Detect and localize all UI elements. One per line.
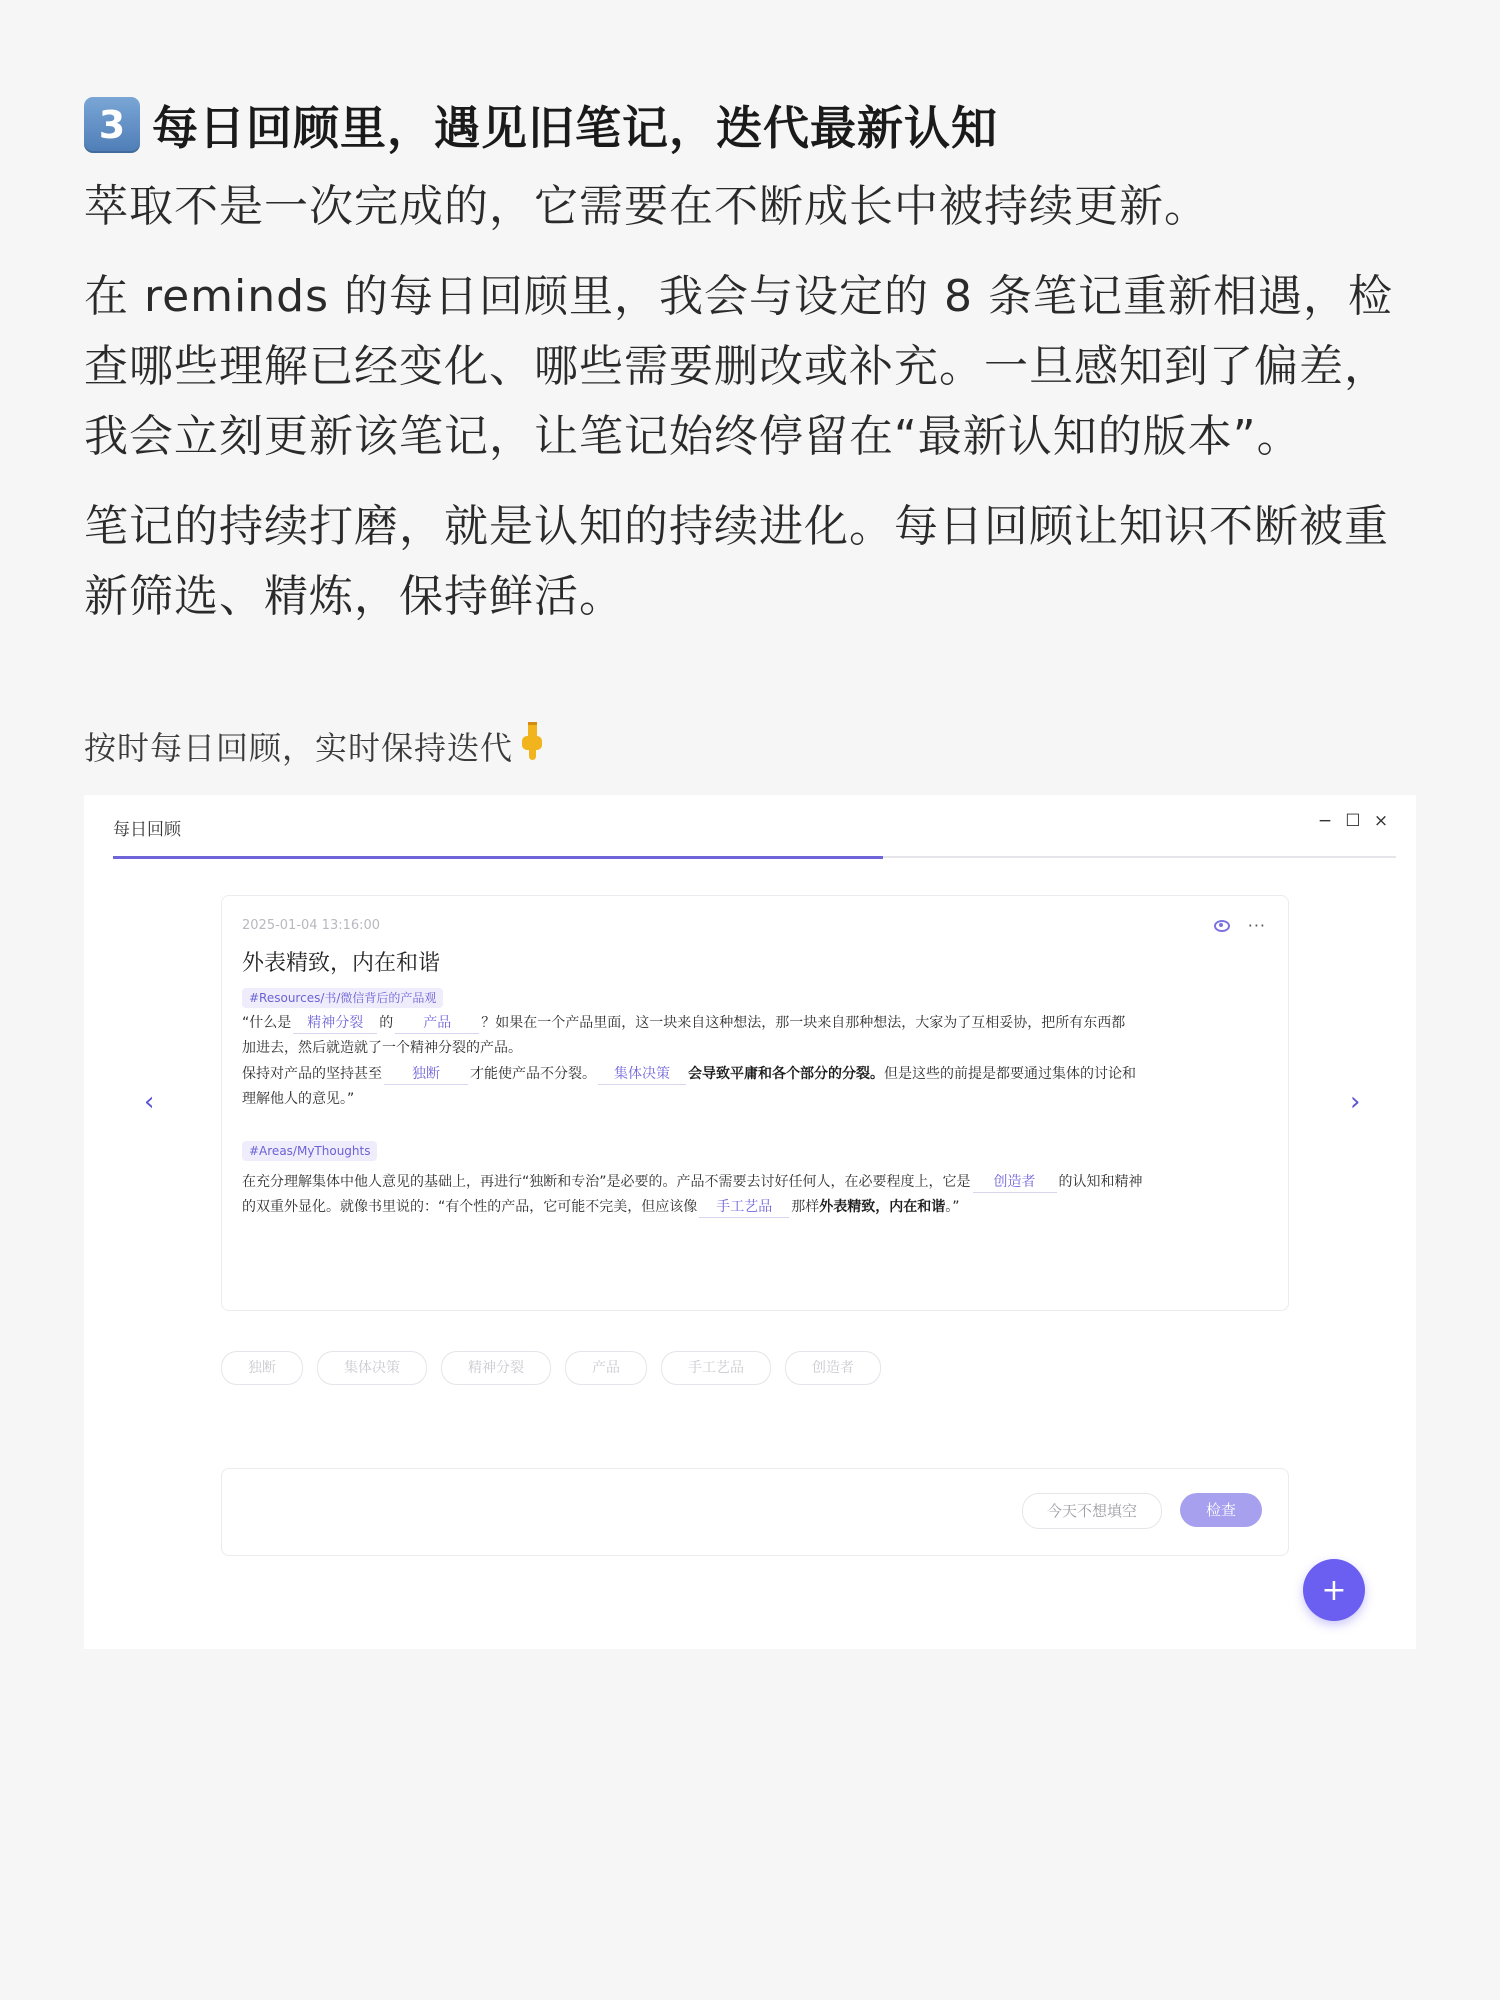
answer-chip[interactable]: 产品 [565, 1351, 647, 1385]
close-button[interactable]: × [1373, 811, 1389, 831]
note-line: 理解他人的意见。” [242, 1091, 355, 1107]
note-bold-text: 外表精致，内在和谐 [819, 1199, 946, 1215]
note-line [242, 1063, 1136, 1085]
daily-review-window [84, 795, 1416, 1649]
note-text: 的认知和精神 [1058, 1174, 1143, 1190]
note-title: 外表精致，内在和谐 [242, 951, 441, 976]
answer-chips [221, 1351, 881, 1385]
review-progress-bar [113, 856, 1396, 858]
note-text: 但是这些的前提是都要通过集体的讨论和 [884, 1066, 1136, 1082]
answer-panel [221, 1468, 1289, 1556]
answer-chip[interactable]: 集体决策 [317, 1351, 427, 1385]
maximize-button[interactable]: ☐ [1345, 811, 1361, 831]
heading-text: 每日回顾里，遇见旧笔记，迭代最新认知 [152, 101, 998, 155]
answer-chip[interactable]: 独断 [221, 1351, 303, 1385]
note-line [242, 1171, 1143, 1193]
cloze-blank[interactable]: 手工艺品 [699, 1196, 789, 1218]
paragraph-2: 在 reminds 的每日回顾里，我会与设定的 8 条笔记重新相遇，检查哪些理解已经变化、哪些需要删改或补充。一旦感知到了偏差，我会立刻更新该笔记，让笔记始终停留在“最新认知的版本”。 [84, 271, 1393, 462]
note-bold-text: 会导致平庸和各个部分的分裂。 [688, 1066, 884, 1082]
note-text: 的 [379, 1015, 394, 1031]
answer-chip[interactable]: 手工艺品 [661, 1351, 771, 1385]
note-text: ？如果在一个产品里面，这一块来自这种想法，那一块来自那种想法，大家为了互相妥协，把所有东西都 [481, 1015, 1126, 1031]
add-note-button[interactable]: + [1303, 1559, 1365, 1621]
note-tag[interactable]: #Resources/书/微信背后的产品观 [242, 988, 443, 1008]
answer-chip[interactable]: 创造者 [785, 1351, 881, 1385]
minimize-button[interactable]: − [1317, 811, 1333, 831]
check-button[interactable]: 检查 [1180, 1493, 1262, 1527]
section-heading [84, 92, 1424, 158]
window-title: 每日回顾 [113, 820, 181, 840]
skip-today-button[interactable]: 今天不想填空 [1022, 1493, 1162, 1529]
note-timestamp: 2025-01-04 13:16:00 [242, 918, 381, 933]
cloze-blank[interactable]: 独断 [384, 1063, 468, 1085]
next-note-chevron-icon[interactable]: › [1350, 1087, 1361, 1117]
note-line: 加进去，然后就造就了一个精神分裂的产品。 [242, 1040, 522, 1056]
cloze-blank[interactable]: 创造者 [973, 1171, 1057, 1193]
note-text: 保持对产品的坚持甚至 [242, 1066, 382, 1082]
cloze-blank[interactable]: 集体决策 [598, 1063, 686, 1085]
note-text: 那样 [791, 1199, 820, 1215]
note-card [221, 895, 1289, 1311]
note-actions [1214, 916, 1266, 935]
note-text: 在充分理解集体中他人意见的基础上，再进行“独断和专治”是必要的。产品不需要去讨好任何人，在必要程度上，它是 [242, 1174, 971, 1190]
note-tag[interactable]: #Areas/MyThoughts [242, 1141, 377, 1161]
eye-icon[interactable] [1214, 920, 1230, 932]
note-line [242, 1196, 960, 1218]
article [84, 92, 1424, 632]
prev-note-chevron-icon[interactable]: ‹ [144, 1087, 155, 1117]
keycap-number-badge: 3 [84, 97, 140, 153]
cloze-blank[interactable]: 产品 [395, 1012, 479, 1034]
note-text: 的双重外显化。就像书里说的：“有个性的产品，它可能不完美，但应该像 [242, 1199, 698, 1215]
window-controls [1318, 811, 1388, 831]
answer-chip[interactable]: 精神分裂 [441, 1351, 551, 1385]
pointing-down-hand-icon [521, 722, 543, 769]
screenshot-caption [84, 722, 543, 769]
note-line [242, 1012, 1125, 1034]
review-progress-fill [113, 856, 883, 859]
cloze-blank[interactable]: 精神分裂 [293, 1012, 377, 1034]
paragraph-3: 笔记的持续打磨，就是认知的持续进化。每日回顾让知识不断被重新筛选、精炼，保持鲜活。 [84, 501, 1389, 622]
note-text: 。” [945, 1199, 960, 1215]
caption-text: 按时每日回顾，实时保持迭代 [84, 728, 514, 767]
note-text: “什么是 [242, 1015, 292, 1031]
paragraph-1: 萃取不是一次完成的，它需要在不断成长中被持续更新。 [84, 181, 1209, 232]
note-text: 才能使产品不分裂。 [470, 1066, 596, 1082]
more-options-icon[interactable]: ··· [1247, 916, 1266, 935]
